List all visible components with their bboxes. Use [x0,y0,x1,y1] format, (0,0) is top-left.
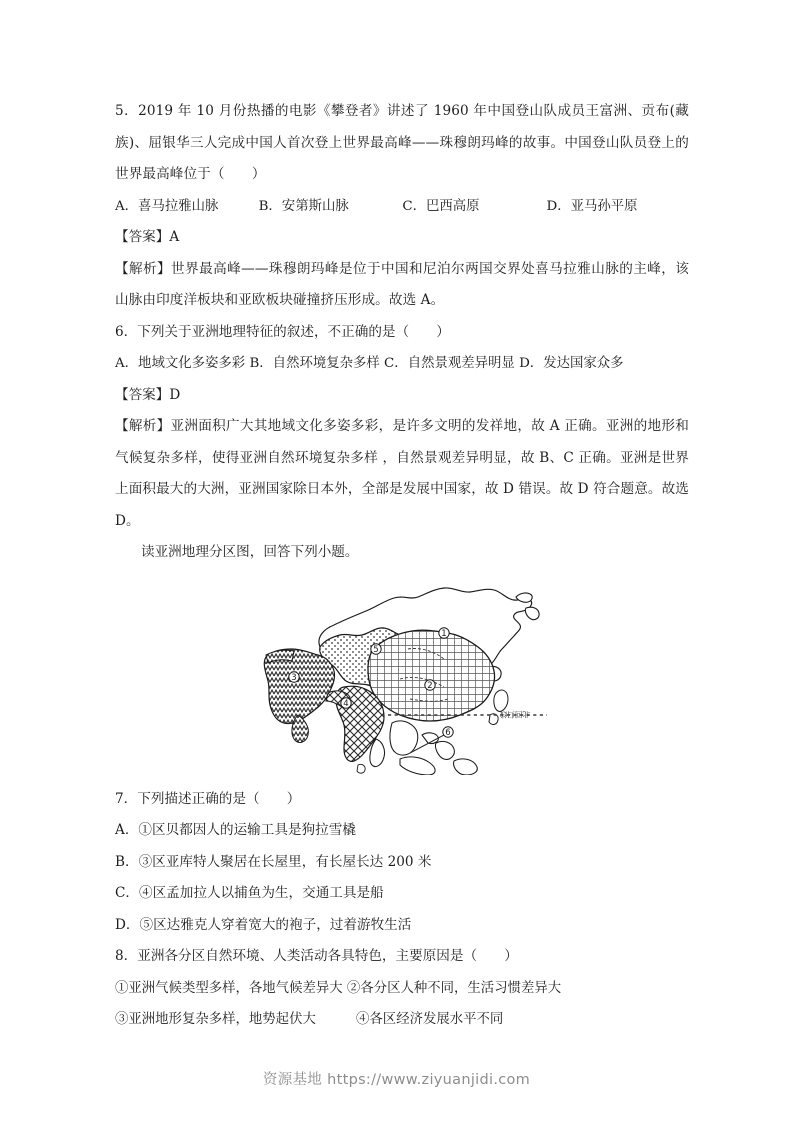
question-7-option-c: C．④区孟加拉人以捕鱼为生，交通工具是船 [115,885,384,901]
svg-text:3: 3 [291,672,297,683]
question-8-option-row-2: ③亚洲地形复杂多样，地势起伏大 ④各区经济发展水平不同 [115,1012,504,1027]
question-7-option-a: A．①区贝都因人的运输工具是狗拉雪橇 [115,822,356,838]
map-marker-6 [443,726,453,737]
question-5-stem: 5．2019 年 10 月份热播的电影《攀登者》讲述了 1960 年中国登山队成员王富洲、贡布(藏族)、屈银华三人完成中国人首次登上世界最高峰——珠穆朗玛峰的故事。中国登山队员登上的世界最高峰位于（ ） [115,103,689,182]
question-5-options: A．喜马拉雅山脉 B．安第斯山脉 C．巴西高原 D．亚马孙平原 [115,198,638,214]
tropic-label-text: 北回归线 [499,709,530,719]
question-6-stem: 6．下列关于亚洲地理特征的叙述，不正确的是（ ） [115,323,450,340]
asia-map [258,575,548,775]
question-5-analysis: 【解析】世界最高峰——珠穆朗玛峰是位于中国和尼泊尔两国交界处喜马拉雅山脉的主峰，该山脉由印度洋板块和亚欧板块碰撞挤压形成。故选 A。 [115,260,689,308]
svg-text:6: 6 [445,727,451,738]
question-6-analysis: 【解析】亚洲面积广大其地域文化多姿多彩，是许多文明的发祥地，故 A 正确。亚洲的地形和气候复杂多样，使得亚洲自然环境复杂多样 ，自然景观差异明显，故 B、C 正确。亚洲是世界上面积最大的大洲，亚洲国家除日本外，全部是发展中国家，故 D 错误。故 D 符合题意。故选 D。 [115,418,689,529]
svg-text:1: 1 [441,628,447,639]
question-7-option-d: D．⑤区达雅克人穿着宽大的袍子，过着游牧生活 [115,916,412,933]
svg-text:4: 4 [343,698,349,709]
question-6-options: A．地域文化多姿多彩 B．自然环境复杂多样 C．自然景观差异明显 D．发达国家众多 [115,356,624,371]
tropic-of-cancer-label [499,709,530,719]
question-6-answer: 【答案】D [115,386,181,403]
question-8-stem: 8．亚洲各分区自然环境、人类活动各具特色，主要原因是（ ） [115,948,518,964]
asia-map-svg [258,575,548,775]
footer-site-name: 资源基地 [262,1072,323,1088]
svg-text:5: 5 [373,644,379,655]
question-7-option-b: B．③区亚库特人聚居在长屋里，有长屋长达 200 米 [115,853,432,870]
footer-url: https://www.ziyuanjidi.com [327,1072,531,1088]
svg-text:2: 2 [427,680,433,691]
figure-lead-in: 读亚洲地理分区图，回答下列小题。 [141,544,359,560]
question-5-answer: 【答案】A [115,229,180,245]
footer-watermark [0,1068,793,1089]
question-7-stem: 7．下列描述正确的是（ ） [115,790,301,807]
asia-regions-figure [115,575,689,780]
question-8-option-row-1: ①亚洲气候类型多样，各地气候差异大 ②各分区人种不同，生活习惯差异大 [115,980,562,996]
